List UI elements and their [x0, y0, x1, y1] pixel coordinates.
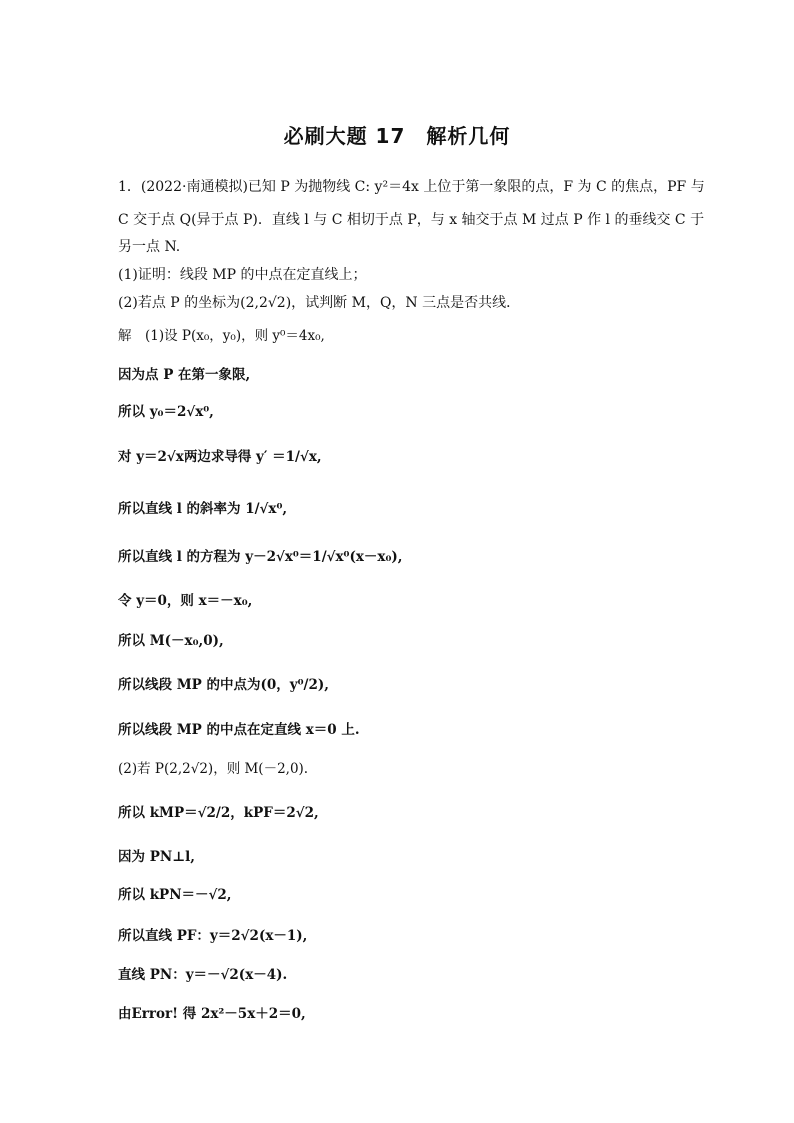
solution-line: (2)若 P(2,2√2)，则 M(－2,0). [118, 761, 309, 777]
solution-line: 所以直线 PF：y＝2√2(x－1), [118, 928, 308, 944]
solution-line: 对 y＝2√x两边求导得 y′ ＝1/√x, [118, 449, 322, 465]
solution-line: 所以直线 l 的方程为 y－2√x⁰＝1/√x⁰(x－x₀), [118, 549, 403, 565]
solution-line: 因为 PN⊥l, [118, 849, 195, 865]
problem-line-2: C 交于点 Q(异于点 P)．直线 l 与 C 相切于点 P，与 x 轴交于点 M 过点 P 作 l 的垂线交 C 于 [118, 212, 705, 228]
solution-line: 所以 M(－x₀,0), [118, 633, 224, 649]
solution-line: 由Error! 得 2x²－5x＋2＝0, [118, 1006, 306, 1022]
solution-line: 所以直线 l 的斜率为 1/√x⁰, [118, 501, 288, 517]
question-1: (1)证明：线段 MP 的中点在定直线上； [118, 267, 367, 283]
solution-line: 所以 y₀＝2√x⁰, [118, 404, 214, 420]
solution-line: 因为点 P 在第一象限, [118, 367, 251, 383]
solution-line: 所以 kMP＝√2/2，kPF＝2√2, [118, 805, 319, 821]
solution-line: 所以线段 MP 的中点在定直线 x＝0 上. [118, 722, 360, 738]
solution-line: 所以线段 MP 的中点为(0，y⁰/2), [118, 677, 329, 693]
question-2: (2)若点 P 的坐标为(2,2√2)，试判断 M，Q，N 三点是否共线． [118, 295, 521, 311]
solution-line: 令 y＝0，则 x＝－x₀, [118, 593, 253, 609]
page-title: 必刷大题 17 解析几何 [283, 124, 511, 148]
solution-line: 解 (1)设 P(x₀，y₀)，则 y⁰＝4x₀, [118, 328, 325, 344]
problem-line-3: 另一点 N. [118, 239, 181, 255]
solution-line: 直线 PN：y＝－√2(x－4). [118, 967, 288, 983]
problem-line-1: 1．(2022·南通模拟)已知 P 为抛物线 C: y²＝4x 上位于第一象限的点，F 为 C 的焦点，PF 与 [118, 179, 705, 195]
solution-line: 所以 kPN＝－√2, [118, 887, 232, 903]
